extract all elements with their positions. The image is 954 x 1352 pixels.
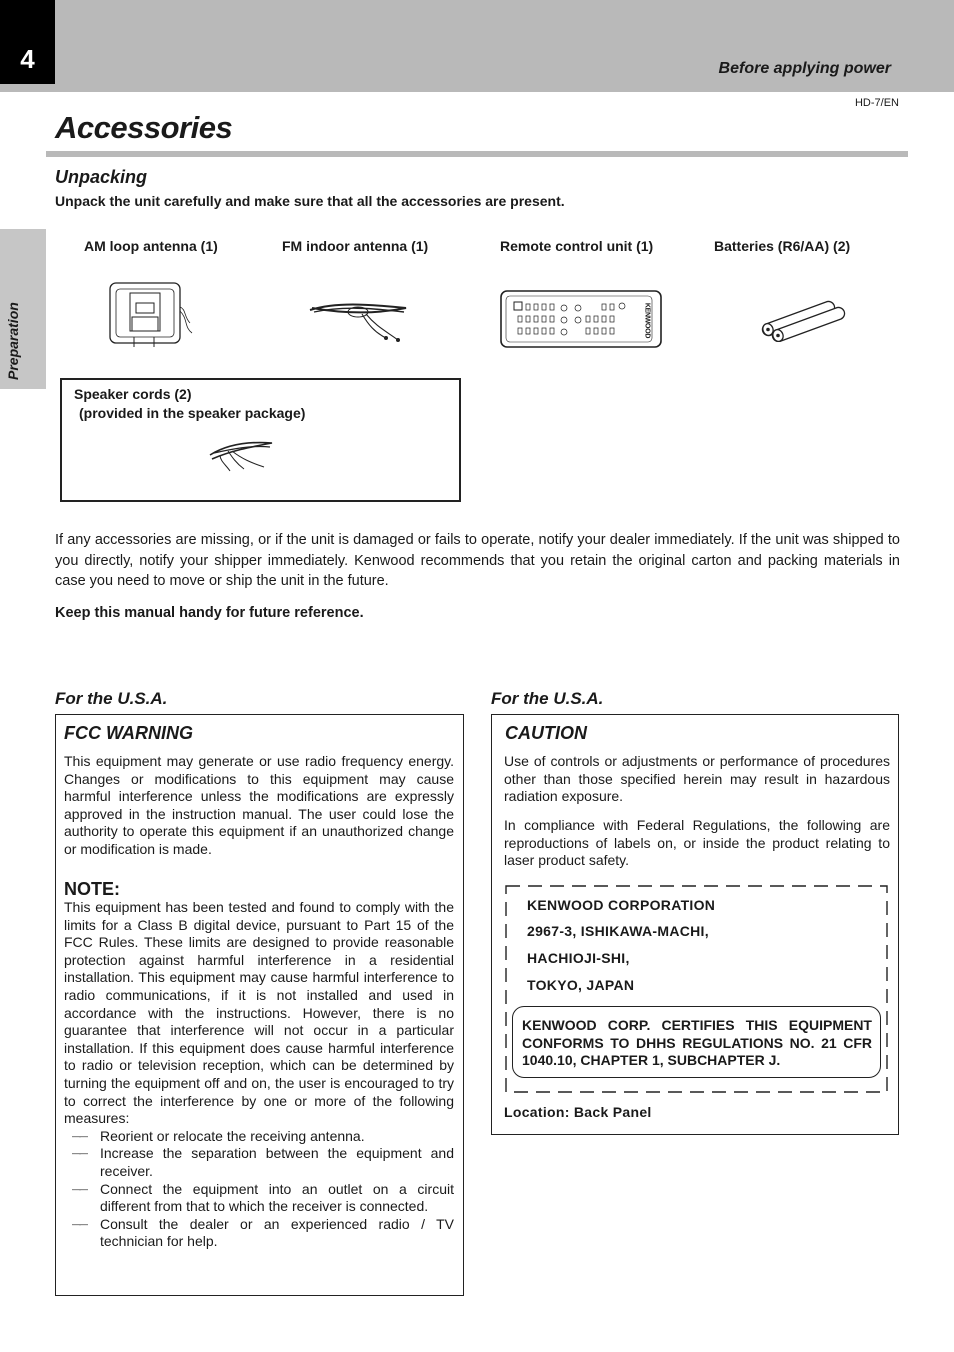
speaker-cords-line1: Speaker cords (2)	[74, 386, 192, 402]
caution-text-1: Use of controls or adjustments or performance of procedures other than those specified herein may result in hazardous radiation exposure.	[504, 753, 890, 805]
note-heading: NOTE:	[64, 879, 120, 899]
label-location: Location: Back Panel	[504, 1104, 652, 1120]
speaker-cords-label	[74, 385, 305, 423]
caution-text-2: In compliance with Federal Regulations, the following are reproductions of labels on, or inside the product relating to laser product safety.	[504, 817, 890, 869]
caution-heading: CAUTION	[505, 723, 587, 743]
remote-brand-label: KENWOOD	[643, 302, 651, 339]
accessory-label-am-antenna: AM loop antenna (1)	[84, 238, 218, 254]
title-rule	[46, 151, 908, 157]
accessory-label-fm-antenna: FM indoor antenna (1)	[282, 238, 429, 254]
unpacking-intro: Unpack the unit carefully and make sure that all the accessories are present.	[55, 193, 565, 209]
accessory-label-remote: Remote control unit (1)	[500, 238, 654, 254]
fcc-warning-heading: FCC WARNING	[64, 723, 193, 743]
address-line-4: TOKYO, JAPAN	[527, 977, 635, 993]
unpacking-heading: Unpacking	[55, 167, 148, 187]
speaker-cords-line2: (provided in the speaker package)	[79, 405, 306, 421]
top-header-bar	[0, 0, 954, 92]
list-item: —— Consult the dealer or an experienced radio / TV technician for help.	[64, 1216, 454, 1251]
batteries-icon	[756, 298, 848, 342]
page-title: Accessories	[55, 110, 233, 145]
list-item: —— Increase the separation between the equipment and receiver.	[64, 1145, 454, 1180]
keep-manual-note: Keep this manual handy for future reference.	[55, 605, 364, 621]
remote-control-icon	[500, 290, 664, 348]
side-tab-label: Preparation	[5, 302, 21, 380]
section-header: Before applying power	[718, 60, 891, 77]
am-loop-antenna-icon	[104, 279, 194, 351]
note-text: This equipment has been tested and found to comply with the limits for a Class B digital device, pursuant to Part 15 of the FCC Rules. These limits are designed to provide reasonable protection against harmful interference in a residential installation. This equipment may cause harmful interference to radio communications, if it is not installed and used in accordance with the instructions. However, there is no guarantee that interference will not occur in a particular installation. If this equipment does cause harmful interference to radio or television reception, which can be determined by turning the equipment off and on, the user is encouraged to try to correct the interference by one or more of the following measures:	[64, 899, 454, 1127]
fcc-region-label: For the U.S.A.	[55, 689, 168, 708]
list-item: —— Reorient or relocate the receiving antenna.	[64, 1128, 454, 1146]
fm-indoor-antenna-icon	[306, 298, 412, 350]
address-line-2: 2967-3, ISHIKAWA-MACHI,	[527, 923, 709, 939]
caution-region-label: For the U.S.A.	[491, 689, 604, 708]
certification-text: KENWOOD CORP. CERTIFIES THIS EQUIPMENT CONFORMS TO DHHS REGULATIONS NO. 21 CFR 1040.10, CHAPTER 1, SUBCHAPTER J.	[522, 1017, 872, 1068]
address-line-1: KENWOOD CORPORATION	[527, 897, 716, 913]
document-code: HD-7/EN	[854, 97, 899, 109]
speaker-cord-icon	[206, 433, 276, 473]
missing-accessories-paragraph: If any accessories are missing, or if the unit is damaged or fails to operate, notify your dealer immediately. If the unit was shipped to you directly, notify your shipper immediately. Kenwood recommends that you retain the original carton and packing materials in case you need to move or ship the unit in the future.	[55, 532, 900, 589]
measures-list	[64, 1128, 454, 1251]
address-line-3: HACHIOJI-SHI,	[527, 950, 630, 966]
list-item: —— Connect the equipment into an outlet on a circuit different from that to which the receiver is connected.	[64, 1181, 454, 1216]
accessory-label-batteries: Batteries (R6/AA) (2)	[714, 238, 851, 254]
note-body	[64, 899, 454, 1251]
page-number: 4	[20, 44, 35, 74]
fcc-warning-text: This equipment may generate or use radio frequency energy. Changes or modifications to this equipment may cause harmful interference unless the modifications are expressly approved in the instruction manual. The user could lose the authority to operate this equipment if an unauthorized change or modification is made.	[64, 753, 454, 857]
